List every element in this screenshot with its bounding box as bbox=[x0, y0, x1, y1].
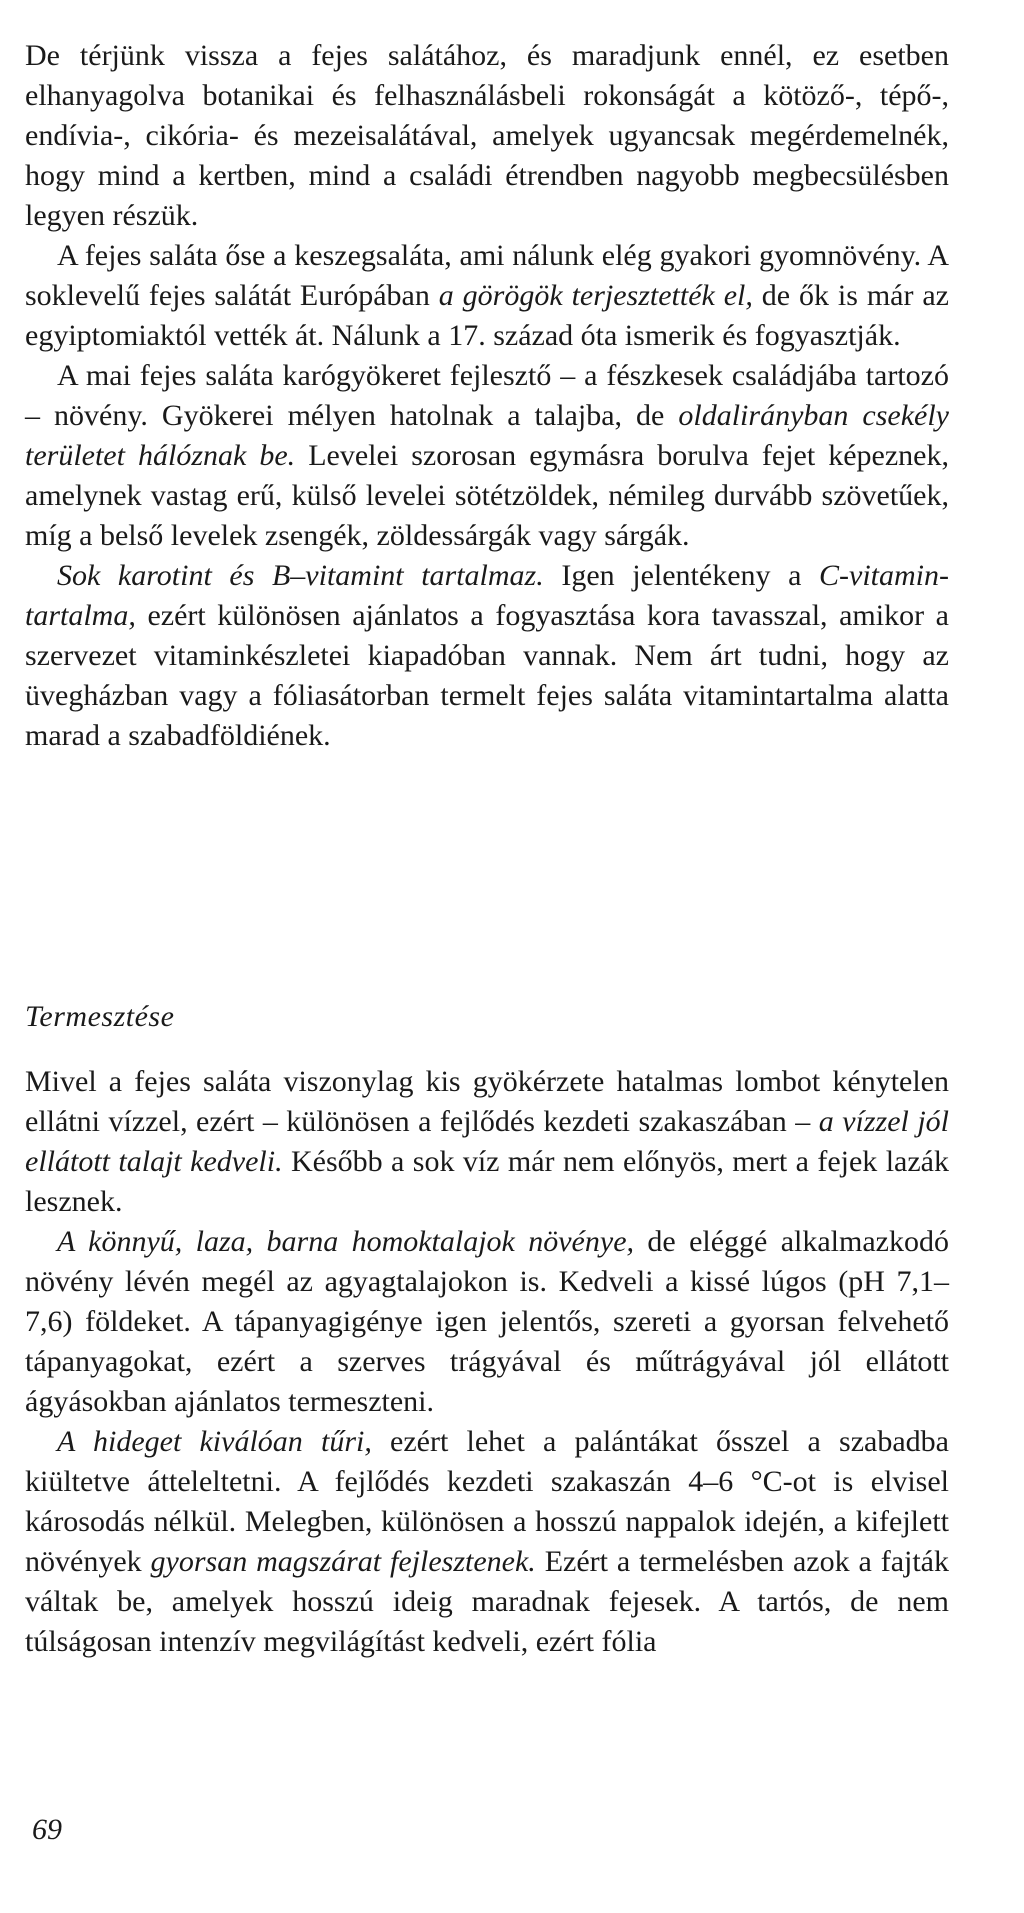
paragraph-text: ezért lehet a palántákat ősszel a szabadba kiültetve átteleltetni. A fejlődés kezdeti szakaszán 4–6 °C-ot is elvisel károsodás nélkül. Melegben, különösen a hosszú nappalok idején, a kifejlett növények bbox=[25, 1425, 949, 1578]
emphasis-text: A hideget kiválóan tűri, bbox=[57, 1425, 372, 1458]
paragraph-text: A mai fejes saláta karógyökeret fejlesztő – a fészkesek családjába tartozó – növény. Gyökerei mélyen hatolnak a talajba, de bbox=[25, 359, 949, 432]
emphasis-text: gyorsan magszárat fejlesztenek. bbox=[150, 1545, 536, 1578]
paragraph-text: De térjünk vissza a fejes salátához, és maradjunk ennél, ez esetben elhanyagolva botanikai és felhasználásbeli rokonságát a kötöző-, tépő-, endívia-, cikória- és mezeisalátával, amelyek ugyancsak megérdemelnék, hogy mind a kertben, mind a családi étrendben nagyobb megbecsülésben legyen részük. bbox=[25, 39, 949, 232]
paragraph-6 bbox=[25, 1222, 949, 1422]
emphasis-text: a görögök terjesztették el, bbox=[438, 279, 753, 312]
emphasis-text: oldalirányban csekély területet hálóznak be. bbox=[25, 399, 949, 472]
paragraph-text: Mivel a fejes saláta viszonylag kis gyökérzete hatalmas lombot kénytelen ellátni vízzel, ezért – különösen a fejlődés kezdeti szakaszában – bbox=[25, 1065, 949, 1138]
paragraph-text: Ezért a termelésben azok a fajták váltak be, amelyek hosszú ideig maradnak fejesek. A tartós, de nem túlságosan intenzív megvilágítást kedveli, ezért fólia bbox=[25, 1545, 949, 1658]
paragraph-text: Igen jelentékeny a bbox=[543, 559, 820, 592]
paragraph-text: ezért különösen ajánlatos a fogyasztása kora tavasszal, amikor a szervezet vitaminkészletei kiapadóban vannak. Nem árt tudni, hogy az üvegházban vagy a fóliasátorban termelt fejes saláta vitamintartalma alatta marad a szabadföldiének. bbox=[25, 599, 949, 752]
section-heading: Termesztése bbox=[25, 1000, 175, 1033]
emphasis-text: a vízzel jól ellátott talajt kedveli. bbox=[25, 1105, 949, 1178]
paragraph-1 bbox=[25, 36, 949, 236]
paragraph-4 bbox=[25, 556, 949, 756]
paragraph-text: de eléggé alkalmazkodó növény lévén megél az agyagtalajokon is. Kedveli a kissé lúgos (pH 7,1–7,6) földeket. A tápanyagigénye igen jelentős, szereti a gyorsan felvehető tápanyagokat, ezért a szerves trágyával és műtrágyával jól ellátott ágyásokban ajánlatos termeszteni. bbox=[25, 1225, 949, 1418]
paragraph-3 bbox=[25, 356, 949, 556]
paragraph-text: Levelei szorosan egymásra borulva fejet képeznek, amelynek vastag erű, külső levelei sötétzöldek, némileg durvább szövetűek, míg a belső levelek zsengék, zöldessárgák vagy sárgák. bbox=[25, 439, 949, 552]
paragraph-2 bbox=[25, 236, 949, 356]
intro-text-block bbox=[25, 36, 949, 756]
emphasis-text: Sok karotint és B–vitamint tartalmaz. bbox=[57, 559, 544, 592]
page-number: 69 bbox=[32, 1813, 62, 1846]
emphasis-text: A könnyű, laza, barna homoktalajok növénye, bbox=[57, 1225, 635, 1258]
paragraph-text: Később a sok víz már nem előnyös, mert a fejek lazák lesznek. bbox=[25, 1145, 949, 1218]
emphasis-text: C-vitamin-tartalma, bbox=[25, 559, 950, 632]
section-text-block bbox=[25, 1062, 949, 1662]
paragraph-text: A fejes saláta őse a keszegsaláta, ami nálunk elég gyakori gyomnövény. A soklevelű fejes salátát Európában bbox=[25, 239, 949, 312]
paragraph-7 bbox=[25, 1422, 949, 1662]
paragraph-text: de ők is már az egyiptomiaktól vették át. Nálunk a 17. század óta ismerik és fogyasztják. bbox=[25, 279, 949, 352]
paragraph-5 bbox=[25, 1062, 949, 1222]
